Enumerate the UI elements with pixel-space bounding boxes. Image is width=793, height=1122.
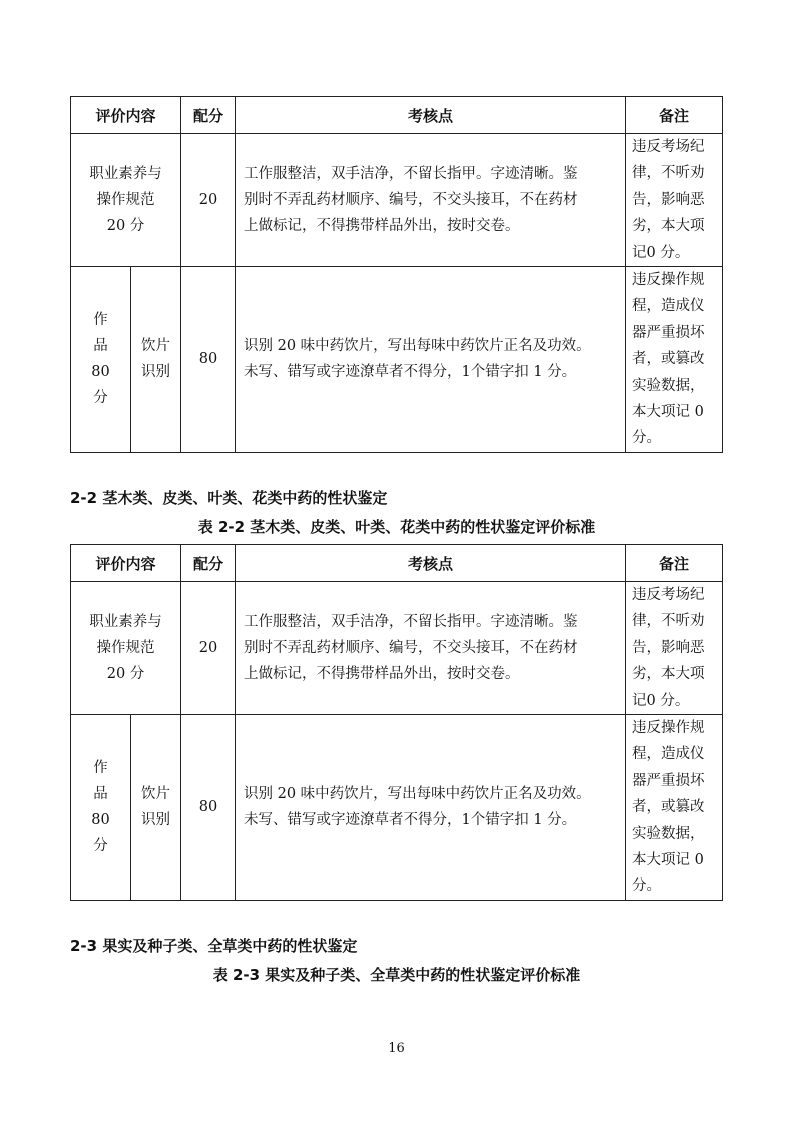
note-cell [626, 715, 723, 901]
score-cell: 20 [181, 134, 236, 267]
points-line: 工作服整洁，双手洁净，不留长指甲。字迹清晰。鉴 [244, 614, 578, 631]
points-line: 上做标记，不得携带样品外出，按时交卷。 [244, 218, 520, 235]
section-heading: 2-3 果实及种子类、全草类中药的性状鉴定 [70, 937, 358, 955]
category-line: 品 [93, 338, 108, 355]
category-cell [71, 715, 131, 901]
section-heading: 2-2 茎木类、皮类、叶类、花类中药的性状鉴定 [70, 489, 388, 507]
category-cell [71, 267, 131, 453]
table-caption: 表 2-3 果实及种子类、全草类中药的性状鉴定评价标准 [212, 966, 581, 984]
table-header-row [71, 545, 723, 582]
header-note: 备注 [626, 545, 723, 582]
note-line: 违反考场纪 [632, 139, 705, 155]
category-line: 20 分 [106, 218, 145, 235]
subcategory-cell [131, 715, 181, 901]
subcategory-line: 饮片 [141, 338, 170, 355]
category-line: 品 [93, 786, 108, 803]
table-row [71, 134, 723, 267]
table-caption: 表 2-2 茎木类、皮类、叶类、花类中药的性状鉴定评价标准 [197, 518, 596, 536]
score-cell: 80 [181, 267, 236, 453]
category-cell [71, 582, 181, 715]
subcategory-line: 识别 [141, 364, 170, 381]
points-line: 未写、错写或字迹潦草者不得分，1个错字扣 1 分。 [244, 812, 577, 829]
note-cell [626, 134, 723, 267]
category-line: 职业素养与 [89, 166, 162, 183]
points-line: 上做标记，不得携带样品外出，按时交卷。 [244, 666, 520, 683]
note-line: 律，不听劝 [632, 165, 705, 182]
category-line: 作 [93, 312, 108, 329]
note-line: 告，影响恶 [632, 191, 705, 208]
category-line: 80 [91, 364, 110, 381]
evaluation-table-1 [70, 96, 723, 453]
points-cell [236, 134, 626, 267]
points-cell [236, 715, 626, 901]
header-score: 配分 [181, 97, 236, 134]
note-cell [626, 267, 723, 453]
note-line: 本大项记 0 [632, 852, 704, 869]
table-row [71, 582, 723, 715]
note-line: 程，造成仪 [632, 298, 705, 315]
points-cell [236, 582, 626, 715]
note-line: 者，或篡改 [632, 799, 705, 816]
table-row [71, 267, 723, 453]
note-line: 实验数据， [632, 377, 705, 394]
category-line: 分 [93, 838, 108, 855]
subcategory-line: 饮片 [141, 786, 170, 803]
note-line: 劣，本大项 [632, 666, 705, 683]
note-line: 记0 分。 [632, 692, 690, 709]
category-line: 20 分 [106, 666, 145, 683]
table-header-row [71, 97, 723, 134]
table-row [71, 715, 723, 901]
note-line: 实验数据， [632, 825, 705, 842]
note-line: 违反操作规 [632, 720, 705, 737]
note-line: 记0 分。 [632, 244, 690, 261]
category-line: 80 [91, 812, 110, 829]
note-line: 者，或篡改 [632, 351, 705, 368]
page-number: 16 [388, 1041, 405, 1056]
subcategory-line: 识别 [141, 812, 170, 829]
note-line: 器严重损坏 [632, 772, 705, 789]
note-line: 本大项记 0 [632, 404, 704, 421]
points-line: 识别 20 味中药饮片，写出每味中药饮片正名及功效。 [244, 786, 591, 803]
score-cell: 80 [181, 715, 236, 901]
category-line: 操作规范 [96, 640, 155, 657]
note-line: 程，造成仪 [632, 746, 705, 763]
note-line: 告，影响恶 [632, 639, 705, 656]
points-cell [236, 267, 626, 453]
note-cell [626, 582, 723, 715]
note-line: 器严重损坏 [632, 324, 705, 341]
score-cell: 20 [181, 582, 236, 715]
evaluation-table-2 [70, 544, 723, 901]
header-score: 配分 [181, 545, 236, 582]
points-line: 工作服整洁，双手洁净，不留长指甲。字迹清晰。鉴 [244, 166, 578, 183]
points-line: 识别 20 味中药饮片，写出每味中药饮片正名及功效。 [244, 338, 591, 355]
points-line: 别时不弄乱药材顺序、编号，不交头接耳，不在药材 [244, 640, 578, 657]
note-line: 律，不听劝 [632, 613, 705, 630]
note-line: 分。 [632, 430, 662, 447]
category-line: 作 [93, 760, 108, 777]
category-line: 操作规范 [96, 192, 155, 209]
category-line: 职业素养与 [89, 614, 162, 631]
category-line: 分 [93, 390, 108, 407]
points-line: 未写、错写或字迹潦草者不得分，1个错字扣 1 分。 [244, 364, 577, 381]
header-content: 评价内容 [71, 97, 181, 134]
header-points: 考核点 [236, 97, 626, 134]
category-cell [71, 134, 181, 267]
header-content: 评价内容 [71, 545, 181, 582]
points-line: 别时不弄乱药材顺序、编号，不交头接耳，不在药材 [244, 192, 578, 209]
note-line: 违反考场纪 [632, 587, 705, 603]
header-note: 备注 [626, 97, 723, 134]
header-points: 考核点 [236, 545, 626, 582]
note-line: 劣，本大项 [632, 218, 705, 235]
note-line: 分。 [632, 878, 662, 895]
subcategory-cell [131, 267, 181, 453]
note-line: 违反操作规 [632, 272, 705, 289]
